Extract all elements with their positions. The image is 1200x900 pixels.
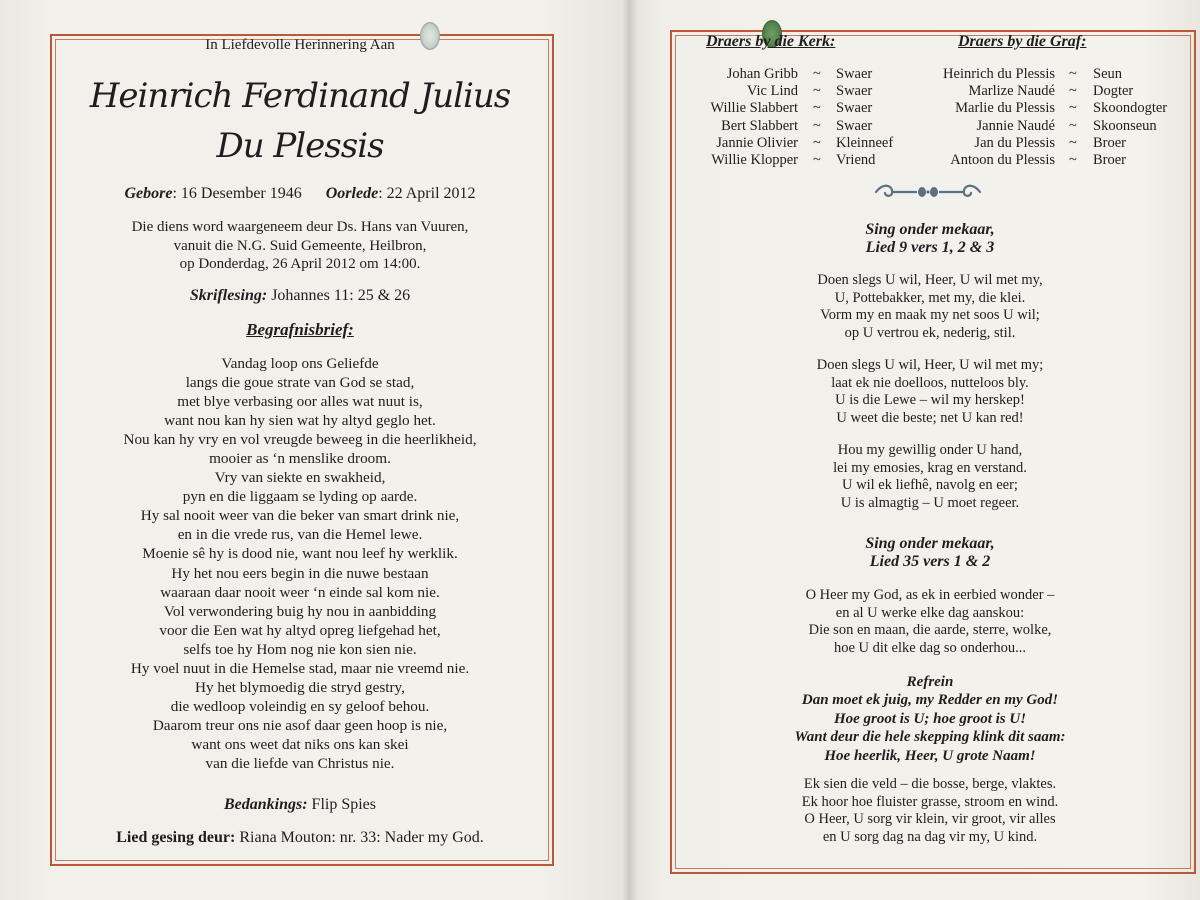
verse-line: U is die Lewe – wil my herskep! [835, 392, 1025, 409]
verse-line: Ek hoor hoe fluister grasse, stroom en wind. [801, 793, 1059, 810]
verse-line: Doen slegs U wil, Heer, U wil met my, [817, 272, 1043, 288]
church-bearer-relation: Kleinneef [836, 134, 894, 151]
song2-verse2 [680, 776, 1180, 846]
reading-label: Skriflesing: [189, 287, 268, 304]
church-bearer-name: Bert Slabbert [721, 117, 798, 134]
bearer-separator: ~ [813, 66, 821, 82]
poem-line: Vry van siekte en swakheid, [214, 469, 386, 487]
verse-line: Die son en maan, die aarde, sterre, wolke, [808, 622, 1052, 639]
song-title-line: Sing onder mekaar, [865, 535, 995, 552]
church-bearers-heading: Draers by die Kerk: [706, 33, 836, 50]
died-value: : 22 April 2012 [378, 185, 476, 202]
grave-bearer-relation: Broer [1093, 152, 1127, 168]
poem-line: Moenie sê hy is dood nie, want nou leef hy werklik. [142, 545, 458, 563]
church-bearer-name: Willie Slabbert [710, 100, 798, 117]
service-line: vanuit die N.G. Suid Gemeente, Heilbron, [173, 237, 427, 254]
poem-line: Hy het blymoedig die stryd gestry, [195, 678, 405, 696]
church-bearer-relation: Swaer [836, 117, 873, 134]
verse-line: op U vertrou ek, nederig, stil. [844, 324, 1016, 341]
poem-line: langs die goue strate van God se stad, [185, 374, 415, 392]
bearer-separator: ~ [813, 100, 821, 117]
poem-line: selfs toe hy Hom nog nie kon sien nie. [183, 640, 417, 658]
verse-line: lei my emosies, krag en verstand. [833, 459, 1027, 476]
poem-line: die wedloop voleindig en sy geloof behou. [170, 697, 430, 715]
verse-line: Ek sien die veld – die bosse, berge, vlaktes. [803, 776, 1057, 792]
scroll-ornament-icon [872, 180, 984, 204]
grave-bearer-name: Marlie du Plessis [955, 100, 1055, 117]
scripture-reading [60, 287, 540, 305]
verse-line: en al U werke elke dag aanskou: [835, 604, 1025, 621]
church-bearer-relation: Swaer [836, 83, 873, 100]
grave-bearer-relation: Seun [1093, 66, 1122, 82]
poem-line: want ons weet dat niks ons kan skei [191, 735, 409, 753]
deceased-name-line1: Heinrich Ferdinand Julius [89, 76, 511, 116]
service-details [60, 218, 540, 274]
church-bearer-name: Jannie Olivier [716, 134, 798, 151]
song-title-line: Sing onder mekaar, [865, 221, 995, 238]
poem-line: voor die Een wat hy altyd opreg liefgehad het, [159, 621, 441, 639]
poem-line: want nou kan hy sien wat hy altyd geglo het. [164, 412, 436, 430]
born-value: : 16 Desember 1946 [172, 185, 302, 202]
grave-bearer-relation: Dogter [1093, 83, 1134, 100]
verse-line: Vorm my en maak my net soos U wil; [820, 307, 1040, 324]
poem-line: Hy sal nooit weer van die beker van smart drink nie, [140, 507, 460, 525]
bearer-separator: ~ [1069, 83, 1077, 100]
verse-line: U weet die beste; net U kan red! [836, 409, 1024, 426]
bearer-separator: ~ [1069, 117, 1077, 134]
song1-verse3 [680, 442, 1180, 512]
verse-line: U wil ek liefhê, navolg en eer; [842, 477, 1018, 494]
church-bearer-relation: Swaer [836, 100, 873, 117]
punch-hole-left [420, 22, 440, 50]
grave-bearer-relation: Broer [1093, 134, 1127, 151]
verse-line: U, Pottebakker, met my, die klei. [834, 289, 1026, 306]
bearer-separator: ~ [813, 83, 821, 100]
reading-value: Johannes 11: 25 & 26 [267, 287, 411, 304]
poem-line: van die liefde van Christus nie. [205, 754, 395, 772]
poem-line: mooier as ‘n menslike droom. [209, 450, 391, 468]
grave-bearer-relation: Skoondogter [1093, 100, 1168, 117]
service-line: Die diens word waargeneem deur Ds. Hans van Vuuren, [131, 219, 469, 235]
poem-line: Hy voel nuut in die Hemelse stad, maar nie vreemd nie. [130, 659, 470, 677]
verse-line: laat ek nie doelloos, nutteloos bly. [831, 374, 1029, 391]
funeral-letter-poem [60, 354, 540, 773]
dates-line [60, 185, 540, 203]
bearer-separator: ~ [813, 152, 821, 168]
poem-line: en in die vrede rus, van die Hemel lewe. [177, 526, 423, 544]
church-bearer-relation: Vriend [836, 152, 876, 168]
song1-verse2 [680, 357, 1180, 427]
grave-bearer-name: Jan du Plessis [974, 134, 1055, 151]
grave-bearer-name: Heinrich du Plessis [943, 66, 1055, 82]
song2-verse1 [680, 587, 1180, 657]
grave-bearer-name: Marlize Naudé [968, 83, 1055, 100]
verse-line: U is almagtig – U moet regeer. [840, 494, 1020, 511]
song1-verse1 [680, 272, 1180, 342]
poem-line: Nou kan hy vry en vol vreugde beweeg in die heerlikheid, [123, 431, 477, 449]
grave-bearer-name: Jannie Naudé [976, 117, 1055, 134]
song-title-line: Lied 35 vers 1 & 2 [869, 553, 991, 570]
church-bearer-name: Johan Gribb [726, 66, 798, 82]
verse-line: en U sorg dag na dag vir my, U kind. [822, 828, 1038, 845]
verse-line: Hou my gewillig onder U hand, [837, 442, 1023, 458]
hymn-label: Lied gesing deur: [116, 829, 236, 846]
center-fold [622, 0, 636, 900]
in-memory-line: In Liefdevolle Herinnering Aan [205, 37, 395, 53]
thanks-label: Bedankings: [223, 796, 308, 813]
refrain-line: Hoe heerlik, Heer, U grote Naam! [824, 747, 1036, 764]
church-bearer-name: Vic Lind [746, 83, 798, 100]
service-line: op Donderdag, 26 April 2012 om 14:00. [179, 256, 421, 273]
refrain-line: Want deur die hele skepping klink dit saam: [794, 729, 1066, 746]
grave-bearers-heading: Draers by die Graf: [958, 33, 1087, 50]
song-title-line: Lied 9 vers 1, 2 & 3 [865, 239, 995, 256]
poem-line: Vol verwondering buig hy nou in aanbidding [163, 602, 437, 620]
funeral-letter-heading: Begrafnisbrief: [246, 320, 354, 339]
church-bearer-name: Willie Klopper [711, 152, 798, 168]
deceased-name-line2: Du Plessis [216, 126, 384, 166]
bearer-separator: ~ [813, 134, 821, 151]
poem-line: Daarom treur ons nie asof daar geen hoop is nie, [152, 716, 448, 734]
refrain-line: Hoe groot is U; hoe groot is U! [833, 710, 1027, 727]
thanks-value: Flip Spies [307, 796, 377, 813]
poem-line: Hy het nou eers begin in die nuwe bestaan [171, 564, 429, 582]
song2-refrain [680, 673, 1180, 765]
hymn-value: Riana Mouton: nr. 33: Nader my God. [235, 829, 484, 846]
bearer-separator: ~ [813, 117, 821, 134]
poem-line: pyn en die liggaam se lyding op aarde. [182, 488, 418, 506]
poem-line: met blye verbasing oor alles wat nuut is, [177, 393, 423, 411]
bearer-separator: ~ [1069, 66, 1077, 82]
grave-bearer-relation: Skoonseun [1093, 117, 1157, 134]
verse-line: O Heer, U sorg vir klein, vir groot, vir alles [804, 811, 1056, 828]
verse-line: hoe U dit elke dag so onderhou... [833, 639, 1027, 656]
bearer-separator: ~ [1069, 134, 1077, 151]
died-label: Oorlede [325, 185, 379, 202]
hymn-sung-line [60, 829, 540, 847]
verse-line: Doen slegs U wil, Heer, U wil met my; [816, 357, 1044, 373]
refrain-line: Refrein [906, 674, 954, 690]
thanks-line [60, 796, 540, 814]
grave-bearer-name: Antoon du Plessis [950, 152, 1055, 168]
song2-title [680, 535, 1180, 571]
song1-title [680, 221, 1180, 257]
bearer-separator: ~ [1069, 152, 1077, 168]
verse-line: O Heer my God, as ek in eerbied wonder – [805, 587, 1055, 603]
refrain-line: Dan moet ek juig, my Redder en my God! [801, 692, 1059, 709]
church-bearer-relation: Swaer [836, 66, 873, 82]
poem-line: Vandag loop ons Geliefde [221, 355, 379, 372]
born-label: Gebore [124, 185, 173, 202]
poem-line: waaraan daar nooit weer ‘n einde sal kom nie. [160, 583, 440, 601]
bearer-separator: ~ [1069, 100, 1077, 117]
